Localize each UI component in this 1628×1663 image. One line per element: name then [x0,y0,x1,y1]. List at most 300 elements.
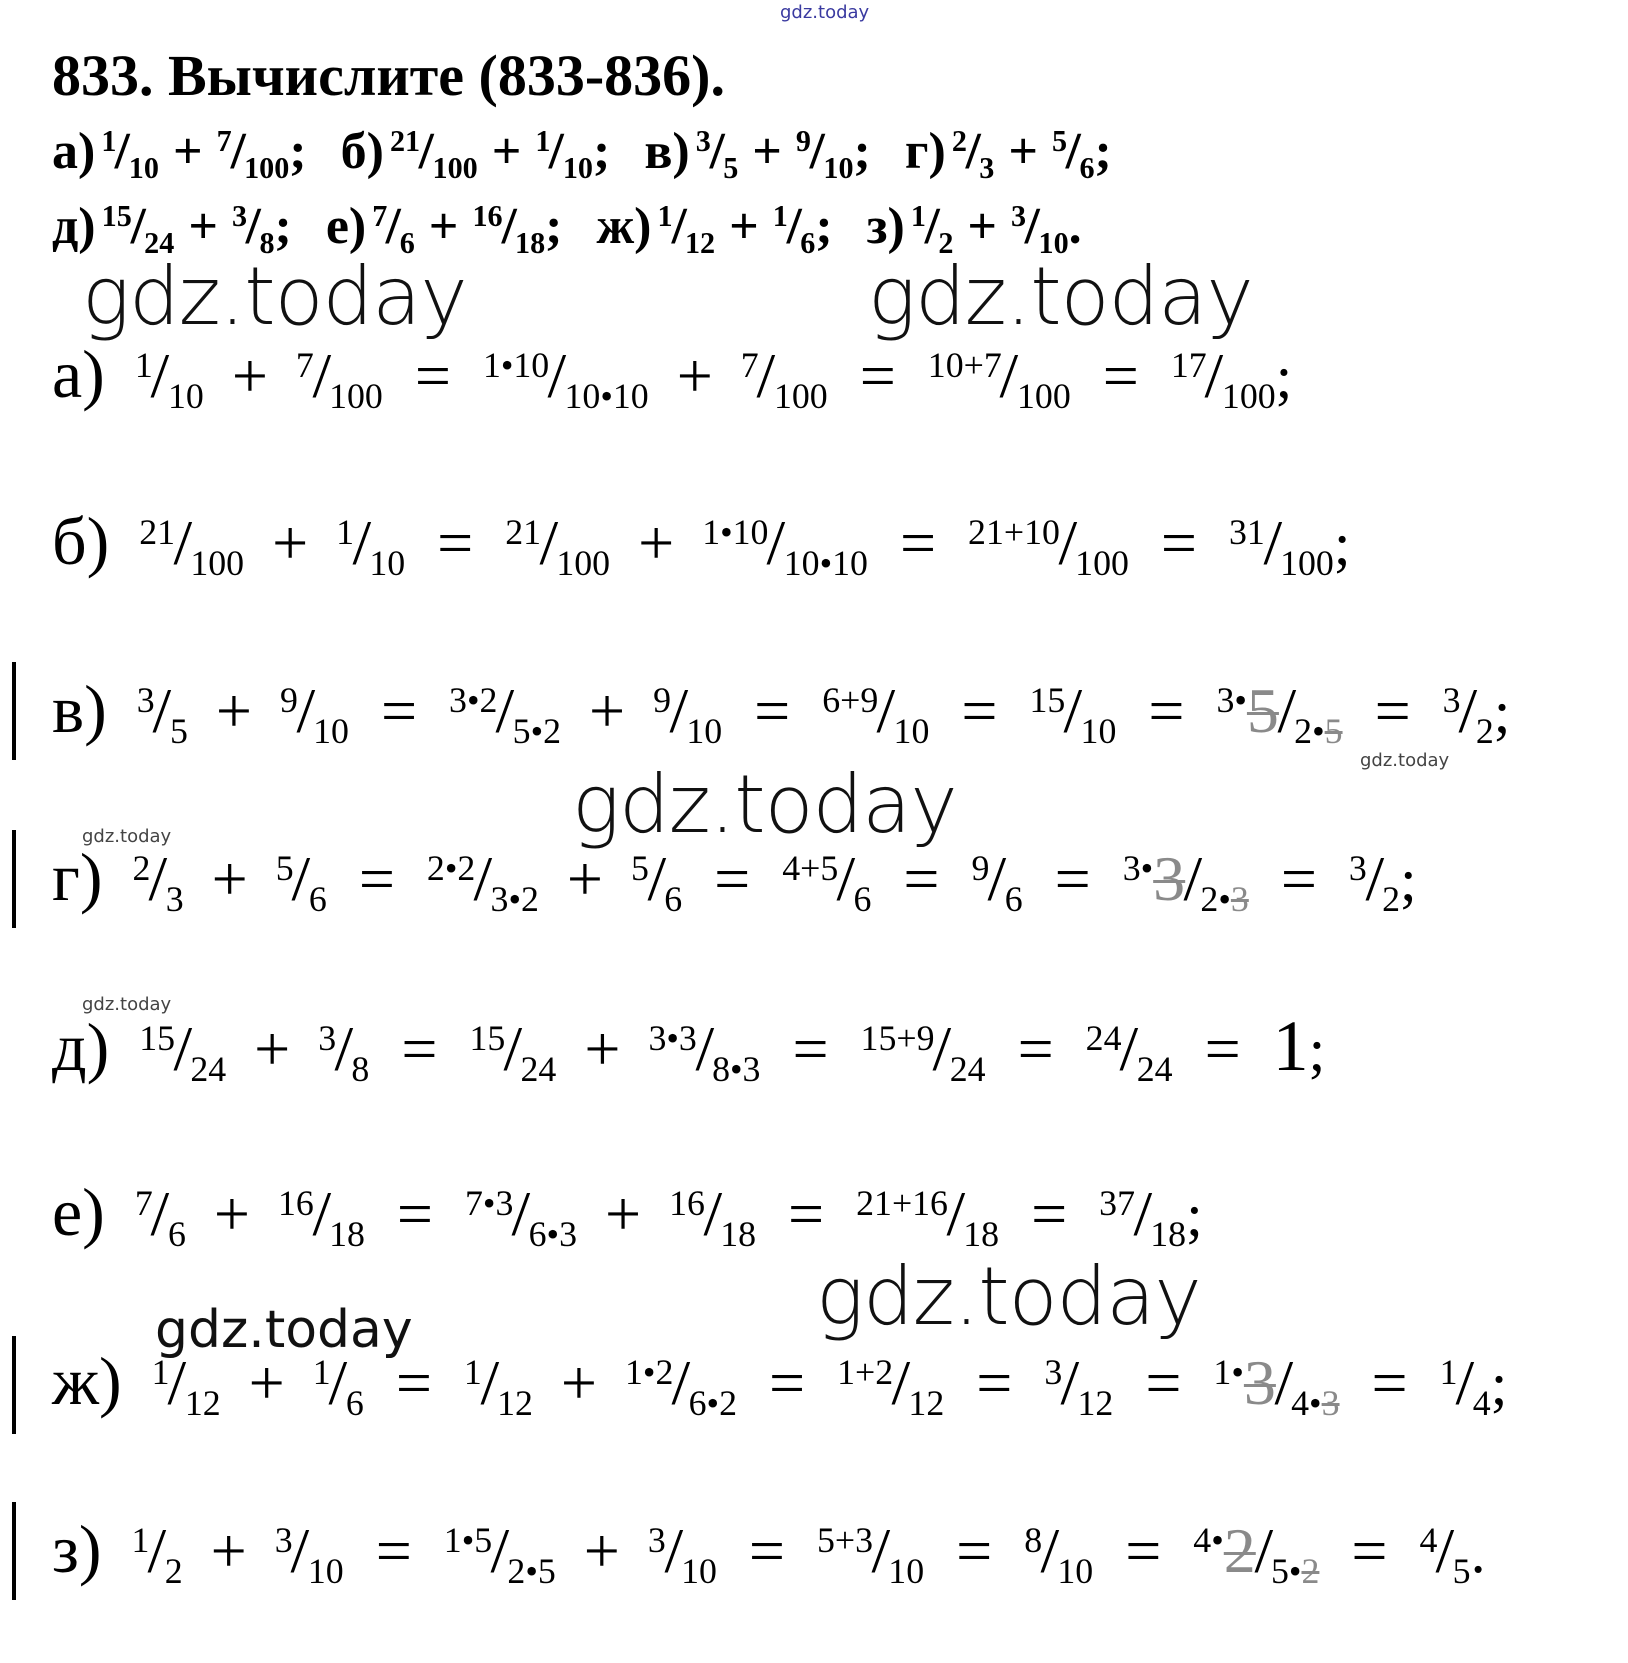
fraction-numerator: 4• [1193,1520,1224,1561]
fraction-slash: / [173,1013,193,1084]
margin-bar [12,830,16,928]
fraction-slash: / [245,198,261,255]
fraction-denominator: 10 [888,1551,925,1592]
line-end: ; [1490,1351,1508,1417]
line-end: ; [1275,344,1293,410]
fraction-numerator: 1 [535,124,551,159]
equals-sign: = [380,675,418,746]
fraction-reduced [1213,1346,1340,1424]
fraction-numerator: 37 [1099,1183,1135,1224]
fraction [772,197,816,260]
fraction [472,197,546,260]
fraction-slash: / [1060,1347,1080,1418]
fraction-denominator: 10•10 [783,543,868,584]
item-label: ж) [596,198,652,255]
line-end: ; [1493,679,1511,745]
solution-label: г) [52,839,103,915]
solution-label: а) [52,336,105,412]
fraction-numerator: 15 [101,199,132,234]
equals-sign: = [414,340,451,411]
fraction-numerator: 3 [318,1018,337,1059]
fraction [318,1012,370,1090]
separator: ; [1094,123,1112,180]
plus-sign: + [210,1515,247,1586]
plus-sign: + [248,1347,285,1418]
fraction [151,1346,221,1424]
fraction [657,197,716,260]
plus-sign: + [560,1347,598,1418]
fraction-slash: / [671,198,687,255]
fraction-numerator: 1 [772,199,788,234]
fraction [856,1177,1000,1255]
fraction-slash: / [669,675,689,746]
fraction-slash: / [547,340,567,411]
margin-bar [12,662,16,760]
fraction-numerator: 1•10 [482,345,550,386]
fraction-slash: / [1263,507,1282,578]
fraction-numerator: 1•10 [702,512,769,553]
separator: ; [274,198,292,255]
plus-sign: + [638,507,675,578]
equals-sign: = [396,1178,434,1249]
equals-sign: = [748,1515,785,1586]
equals-sign: = [1031,1178,1068,1249]
plus-sign: + [589,675,626,746]
plus-sign: + [583,1515,620,1586]
fraction-numerator: 3 [1044,1352,1063,1393]
fraction-denominator: 24 [144,225,175,260]
fraction-numerator: 1 [336,512,355,553]
equals-sign: = [1125,1515,1162,1586]
fraction [426,842,539,920]
fraction [131,1514,183,1592]
plus-sign: + [491,123,522,180]
fraction-denominator: 6 [168,1214,186,1255]
fraction-slash: / [511,1178,531,1249]
fraction-slash: / [501,198,517,255]
fraction [795,122,854,185]
equals-sign: = [1102,340,1139,411]
fraction [1099,1177,1187,1255]
fraction [816,1514,925,1592]
fraction [927,339,1071,417]
fraction-slash: / [173,507,193,578]
fraction [860,1012,986,1090]
fraction [465,1177,578,1255]
fraction-numerator: 15 [469,1018,506,1059]
plus-sign: + [211,843,248,914]
fraction-denominator: 4•3 [1291,1383,1340,1424]
fraction [275,842,327,920]
fraction-denominator: 10 [313,711,349,752]
fraction-numerator: 5+3 [816,1520,874,1561]
fraction-numerator: 5 [1052,124,1068,159]
fraction-denominator: 10 [1057,1551,1094,1592]
fraction-slash: / [695,1013,714,1084]
fraction-denominator: 5 [1452,1551,1471,1592]
fraction [669,1177,757,1255]
fraction-numerator: 5 [631,848,649,889]
equals-sign: = [1374,675,1411,746]
fraction [1044,1346,1114,1424]
equals-sign: = [1204,1013,1241,1084]
fraction [443,1514,556,1592]
solution-line [52,1173,1203,1255]
equals-sign: = [859,340,896,411]
fraction-numerator: 3• [1122,848,1154,889]
fraction [702,506,868,584]
fraction-numerator: 7 [216,124,232,159]
fraction [625,1346,738,1424]
fraction-numerator: 31 [1229,512,1265,553]
fraction-denominator: 100 [1280,543,1334,584]
fraction-numerator: 7 [295,345,314,386]
fraction-denominator: 2 [1382,879,1400,920]
fraction-denominator: 3 [165,879,184,920]
fraction-denominator: 10 [307,1551,344,1592]
plus-sign: + [254,1013,291,1084]
fraction-slash: / [385,198,402,255]
plus-sign: + [605,1178,642,1249]
fraction-numerator: 17 [1170,345,1207,386]
watermark: gdz.today [82,250,467,343]
fraction-numerator: 2•2 [426,848,476,889]
fraction-numerator: 3 [1348,848,1367,889]
fraction-numerator: 21 [389,124,421,159]
fraction [279,674,349,752]
cancelled-factor: 5 [1324,711,1343,752]
fraction-denominator: 6•3 [528,1214,578,1255]
equals-sign: = [358,843,395,914]
fraction-numerator: 3 [647,1520,666,1561]
plus-sign: + [428,198,459,255]
separator: ; [545,198,563,255]
item-label: б) [340,123,384,180]
fraction-slash: / [1058,507,1077,578]
item-label: д) [52,198,96,255]
fraction-numerator: 3•2 [449,680,498,721]
fraction-numerator: 10+7 [927,345,1002,386]
fraction-slash: / [1119,1013,1139,1084]
fraction-numerator: 6+9 [822,680,879,721]
watermark-small: gdz.today [82,826,172,847]
equals-sign: = [899,507,937,578]
fraction [274,1514,344,1592]
fraction-numerator: 1 [463,1352,482,1393]
fraction-denominator: 5•2 [1271,1551,1320,1592]
fraction [278,1177,365,1255]
fraction-slash: / [871,1515,890,1586]
fraction [910,197,954,260]
equals-sign: = [1351,1515,1388,1586]
fraction-denominator: 6 [800,225,816,260]
cancelled-factor: 3 [1230,879,1249,920]
fraction [968,506,1129,584]
fraction-denominator: 10 [681,1551,717,1592]
fraction-denominator: 10 [369,543,406,584]
fraction-denominator: 100 [1017,376,1071,417]
fraction-numerator: 2 [951,124,967,159]
equals-sign: = [956,1515,993,1586]
line-end: ; [1333,511,1351,577]
watermark: gdz.today [155,1300,413,1360]
fraction [1229,506,1334,584]
fraction-numerator: 15+9 [860,1018,935,1059]
fraction-numerator: 9 [795,124,811,159]
fraction-slash: / [549,123,565,180]
fraction [463,1346,533,1424]
fraction-denominator: 6 [308,879,327,920]
fraction-slash: / [152,675,172,746]
solution-line [52,335,1293,417]
fraction-denominator: 12 [497,1383,533,1424]
task-line-2 [52,197,1116,260]
fraction [312,1346,364,1424]
fraction-numerator: 7 [134,1183,153,1224]
cancelled-factor: 3 [1321,1383,1340,1424]
fraction [505,506,611,584]
fraction-denominator: 12 [184,1383,221,1424]
plus-sign: + [215,675,252,746]
fraction-slash: / [786,198,802,255]
fraction-denominator: 2•5 [507,1551,556,1592]
fraction-denominator: 100 [1075,543,1129,584]
equals-sign: = [375,1515,412,1586]
fraction-slash: / [891,1347,911,1418]
fraction-denominator: 2 [938,225,954,260]
equals-sign: = [1054,843,1091,914]
fraction-numerator: 2 [132,848,151,889]
fraction-slash: / [503,1013,523,1084]
fraction [740,339,828,417]
fraction-denominator: 6 [345,1383,364,1424]
fraction-slash: / [924,198,940,255]
plus-sign: + [213,1178,251,1249]
fraction-slash: / [490,1515,510,1586]
fraction-slash: / [756,340,776,411]
plus-sign: + [584,1013,621,1084]
fraction-numerator: 15 [1029,680,1066,721]
fraction-denominator: 24 [520,1049,557,1090]
item-label: е) [325,198,367,255]
fraction-reduced [1122,842,1249,920]
fraction-slash: / [296,675,315,746]
plus-sign: + [188,198,218,255]
fraction-denominator: 10 [1080,711,1117,752]
fraction-denominator: 6 [1079,150,1095,185]
fraction-denominator: 12 [684,225,716,260]
fraction-numerator: 1 [657,199,673,234]
fraction-denominator: 4 [1472,1383,1491,1424]
equals-sign: = [395,1347,432,1418]
fraction-slash: / [1040,1515,1060,1586]
fraction [653,674,723,752]
fraction-numerator: 7 [372,199,388,234]
fraction-numerator: 1+2 [837,1352,894,1393]
solution-label: в) [52,671,107,747]
plus-sign: + [752,123,782,180]
fraction [1085,1012,1173,1090]
fraction [535,122,593,185]
fraction [101,197,175,260]
line-end: ; [1186,1182,1203,1248]
fraction [782,842,872,920]
fraction-slash: / [230,123,246,180]
fraction-numerator: 1 [1439,1352,1458,1393]
fraction-numerator: 21+10 [968,512,1060,553]
fraction-denominator: 2 [164,1551,183,1592]
fraction [101,122,159,185]
fraction-reduced [1193,1514,1320,1592]
solution-line [52,1342,1508,1424]
fraction-denominator: 2 [1475,711,1494,752]
fraction [822,674,930,752]
equals-sign: = [754,675,791,746]
fraction-numerator: 4 [1419,1520,1438,1561]
equals-sign: = [1017,1013,1054,1084]
fraction-numerator: 1 [910,199,926,234]
fraction-slash: / [1063,675,1083,746]
fraction-denominator: 6 [399,225,415,260]
fraction-denominator: 100 [244,150,290,185]
fraction-slash: / [946,1178,965,1249]
fraction-denominator: 18 [329,1214,365,1255]
equals-sign: = [1280,843,1317,914]
fraction-numerator: 9 [653,680,672,721]
cancelled-factor: 3 [1243,1347,1276,1418]
fraction-slash: / [148,843,168,914]
fraction-denominator: 100 [1221,376,1276,417]
fraction-slash: / [703,1178,722,1249]
fraction-slash: / [312,340,331,411]
fraction-numerator: 21 [505,512,542,553]
fraction-numerator: 1 [131,1520,150,1561]
solution-line [52,1510,1486,1592]
fraction-denominator: 6 [1004,879,1023,920]
fraction [216,122,290,185]
fraction-numerator: 3 [695,124,711,159]
fraction-slash: / [932,1013,952,1084]
result-value: 1 [1272,1006,1309,1086]
fraction-slash: / [1435,1515,1455,1586]
fraction-denominator: 24 [949,1049,986,1090]
fraction [837,1346,945,1424]
equals-sign: = [401,1013,438,1084]
fraction [1024,1514,1094,1592]
fraction [647,1514,717,1592]
plus-sign: + [967,198,998,255]
fraction-slash: / [115,123,131,180]
fraction-slash: / [418,123,434,180]
plus-sign: + [231,340,268,411]
equals-sign: = [1145,1347,1182,1418]
fraction-slash: / [151,340,170,411]
solution-label: б) [52,503,110,579]
plus-sign: + [729,198,759,255]
fraction [134,339,204,417]
fraction [139,506,245,584]
fraction-numerator: 4+5 [782,848,839,889]
fraction-numerator: 1 [151,1352,170,1393]
watermark: gdz.today [868,250,1253,343]
plus-sign: + [676,340,713,411]
fraction-slash: / [1254,1515,1273,1586]
fraction [951,122,995,185]
fraction-slash: / [473,843,493,914]
separator: ; [815,198,833,255]
equals-sign: = [437,507,474,578]
fraction-denominator: 8 [351,1049,370,1090]
fraction-denominator: 3•2 [490,879,539,920]
fraction-slash: / [671,1347,691,1418]
fraction-denominator: 18 [720,1214,757,1255]
margin-bar [12,1502,16,1600]
separator: ; [593,123,611,180]
fraction-denominator: 6 [664,879,683,920]
fraction-slash: / [334,1013,354,1084]
fraction-denominator: 18 [514,225,546,260]
separator: ; [853,123,871,180]
fraction-slash: / [1183,843,1203,914]
fraction-slash: / [167,1347,187,1418]
equals-sign: = [976,1347,1013,1418]
fraction-denominator: 8 [259,225,275,260]
item-label: з) [866,198,905,255]
fraction-slash: / [495,675,515,746]
fraction-denominator: 10 [893,711,930,752]
fraction-denominator: 18 [1150,1214,1187,1255]
fraction-slash: / [1065,123,1081,180]
fraction-denominator: 12 [1077,1383,1114,1424]
fraction-denominator: 18 [963,1214,1000,1255]
fraction [449,674,562,752]
fraction-denominator: 5 [169,711,188,752]
fraction-numerator: 24 [1085,1018,1122,1059]
fraction-numerator: 1 [134,345,153,386]
plus-sign: + [172,123,203,180]
fraction [1348,842,1400,920]
fraction-denominator: 5 [723,150,739,185]
fraction-slash: / [1455,1347,1475,1418]
fraction-numerator: 3 [1011,199,1027,234]
fraction-slash: / [291,843,311,914]
fraction [1011,197,1069,260]
fraction-denominator: 10 [823,150,854,185]
fraction-numerator: 16 [472,199,503,234]
watermark-small: gdz.today [82,994,172,1015]
equals-sign: = [792,1013,829,1084]
fraction-slash: / [1277,675,1296,746]
fraction-numerator: 3• [1216,680,1247,721]
line-end: ; [1400,847,1417,913]
fraction-slash: / [1133,1178,1152,1249]
fraction-slash: / [664,1515,683,1586]
line-end: ; [1308,1017,1326,1083]
fraction-slash: / [647,843,666,914]
fraction-reduced [1216,674,1343,752]
fraction [695,122,739,185]
fraction [295,339,383,417]
fraction-denominator: 10•10 [564,376,649,417]
fraction-denominator: 12 [908,1383,945,1424]
fraction-numerator: 3 [274,1520,293,1561]
fraction-numerator: 7 [740,345,759,386]
fraction-slash: / [709,123,725,180]
fraction-slash: / [836,843,856,914]
item-label: в) [644,123,690,180]
fraction [1439,1346,1491,1424]
fraction-numerator: 21 [139,512,176,553]
